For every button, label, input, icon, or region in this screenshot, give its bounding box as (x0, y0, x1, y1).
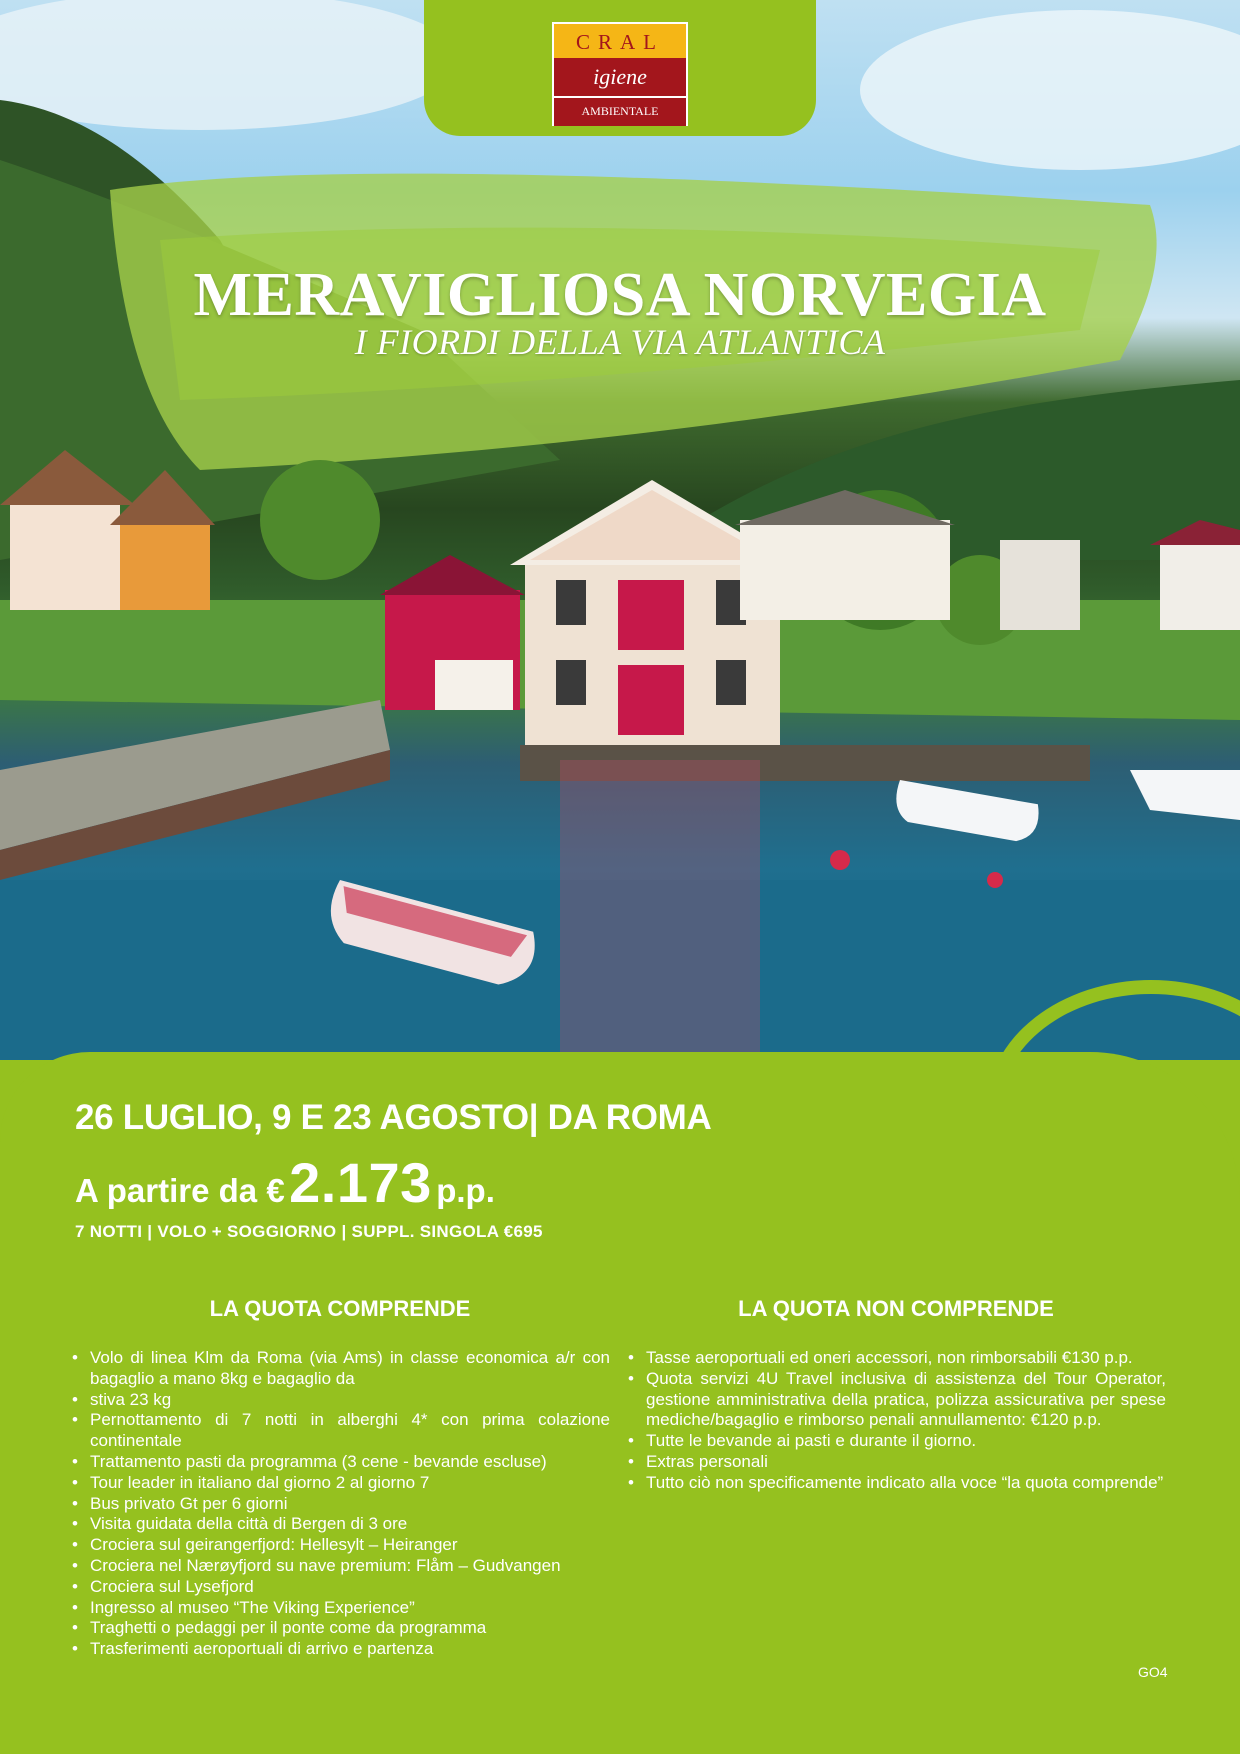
list-item: • stiva 23 kg (70, 1390, 610, 1411)
cral-logo (552, 22, 688, 126)
list-item: • Bus privato Gt per 6 giorni (70, 1494, 610, 1515)
list-item: • Tour leader in italiano dal giorno 2 al giorno 7 (70, 1473, 610, 1494)
logo-text-cral: CRAL (554, 24, 686, 58)
included-heading: LA QUOTA COMPRENDE (209, 1296, 471, 1321)
list-item: • Quota servizi 4U Travel inclusiva di assistenza del Tour Operator, gestione amministrativa della pratica, polizza assicurativa per spese mediche/bagaglio e rimborso penali annullamento: €120 p.p. (626, 1369, 1166, 1431)
list-item: • Crociera nel Nærøyfjord su nave premium: Flåm – Gudvangen (70, 1556, 610, 1577)
logo-text-igiene: igiene (554, 58, 686, 96)
list-item: • Tutte le bevande ai pasti e durante il giorno. (626, 1431, 1166, 1452)
list-item: • Volo di linea Klm da Roma (via Ams) in classe economica a/r con bagaglio a mano 8kg e bagaglio da (70, 1348, 610, 1390)
price-suffix: p.p. (436, 1172, 495, 1209)
list-item: • Crociera sul Lysefjord (70, 1577, 610, 1598)
price-value: 2.173 (289, 1151, 432, 1214)
excluded-heading: LA QUOTA NON COMPRENDE (738, 1296, 1054, 1321)
page-code: GO4 (1138, 1664, 1168, 1680)
list-item: • Tutto ciò non specificamente indicato alla voce “la quota comprende” (626, 1473, 1166, 1494)
price-line (75, 1150, 495, 1215)
logo-text-ambientale: AMBIENTALE (554, 96, 686, 126)
logo-tab (424, 0, 816, 136)
included-section (70, 1296, 610, 1660)
page-title: MERAVIGLIOSA NORVEGIA (193, 261, 1047, 329)
excluded-section (626, 1296, 1166, 1494)
travel-dates: 26 LUGLIO, 9 E 23 AGOSTO| DA ROMA (75, 1098, 712, 1137)
excluded-list (626, 1348, 1166, 1494)
list-item: • Ingresso al museo “The Viking Experience” (70, 1598, 610, 1619)
list-item: • Trasferimenti aeroportuali di arrivo e partenza (70, 1639, 610, 1660)
list-item: • Visita guidata della città di Bergen di 3 ore (70, 1514, 610, 1535)
title-block (0, 262, 1240, 362)
page-subtitle: I FIORDI DELLA VIA ATLANTICA (354, 322, 886, 362)
price-prefix: A partire da € (75, 1172, 285, 1209)
list-item: • Extras personali (626, 1452, 1166, 1473)
list-item: • Trattamento pasti da programma (3 cene - bevande escluse) (70, 1452, 610, 1473)
list-item: • Traghetti o pedaggi per il ponte come da programma (70, 1618, 610, 1639)
list-item: • Pernottamento di 7 notti in alberghi 4* con prima colazione continentale (70, 1410, 610, 1452)
list-item: • Tasse aeroportuali ed oneri accessori, non rimborsabili €130 p.p. (626, 1348, 1166, 1369)
included-list (70, 1348, 610, 1660)
list-item: • Crociera sul geirangerfjord: Hellesylt – Heiranger (70, 1535, 610, 1556)
trip-details: 7 NOTTI | VOLO + SOGGIORNO | SUPPL. SINGOLA €695 (75, 1222, 543, 1241)
